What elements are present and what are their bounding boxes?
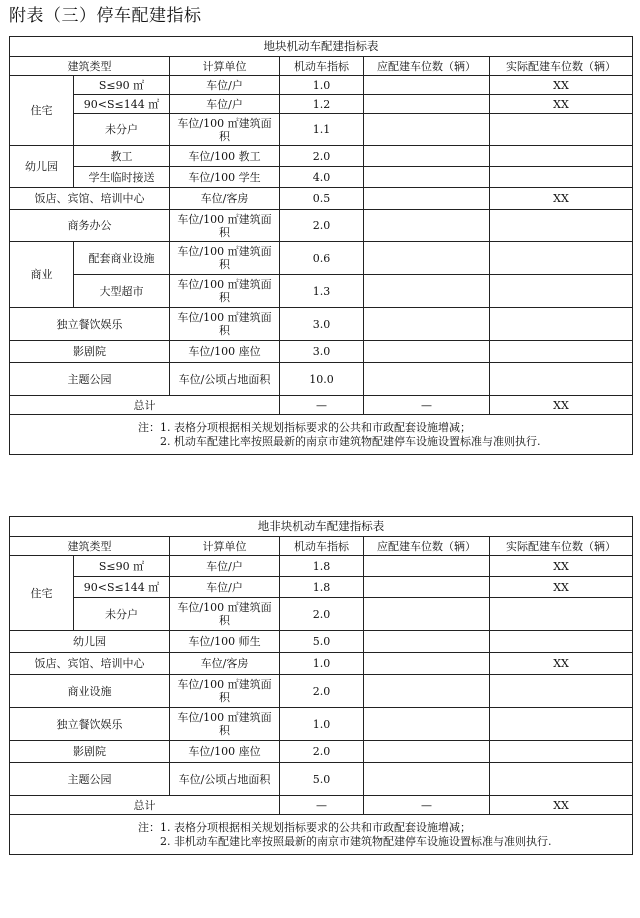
required-cell: [364, 146, 490, 167]
unit-cell: 车位/客房: [170, 653, 280, 675]
table-row: [10, 631, 633, 653]
unit-cell: 车位/户: [170, 95, 280, 114]
unit-cell: 车位/100 教工: [170, 146, 280, 167]
required-cell: [364, 556, 490, 577]
index-cell: 1.8: [280, 556, 364, 577]
subtype-cell: 90<S≤144 ㎡: [74, 577, 170, 598]
category-theme-park: 主题公园: [10, 363, 170, 396]
category-residential: 住宅: [10, 76, 74, 146]
actual-cell: [490, 741, 633, 763]
unit-cell: 车位/公顷占地面积: [170, 363, 280, 396]
required-cell: [364, 114, 490, 146]
motor-vehicle-parking-table-non-plot: [9, 516, 633, 855]
table-row: [10, 95, 633, 114]
required-cell: [364, 675, 490, 708]
category-hotel: 饭店、宾馆、培训中心: [10, 653, 170, 675]
column-header-unit: 计算单位: [170, 537, 280, 556]
table-row: [10, 210, 633, 242]
table-row: [10, 708, 633, 741]
unit-cell: 车位/100 ㎡建筑面积: [170, 242, 280, 275]
index-cell: 1.8: [280, 577, 364, 598]
index-cell: 0.6: [280, 242, 364, 275]
actual-cell: XX: [490, 653, 633, 675]
category-hotel: 饭店、宾馆、培训中心: [10, 188, 170, 210]
actual-cell: [490, 598, 633, 631]
subtype-cell: 学生临时接送: [74, 167, 170, 188]
actual-cell: [490, 631, 633, 653]
subtype-cell: 配套商业设施: [74, 242, 170, 275]
unit-cell: 车位/户: [170, 76, 280, 95]
total-row: [10, 796, 633, 815]
table-row: [10, 653, 633, 675]
unit-cell: 车位/100 ㎡建筑面积: [170, 598, 280, 631]
category-commercial: 商业设施: [10, 675, 170, 708]
actual-cell: XX: [490, 556, 633, 577]
actual-cell: [490, 114, 633, 146]
subtype-cell: 未分户: [74, 598, 170, 631]
required-cell: [364, 363, 490, 396]
required-cell: [364, 577, 490, 598]
index-cell: 1.0: [280, 76, 364, 95]
column-header-required: 应配建车位数（辆）: [364, 537, 490, 556]
note-line: 注：1. 表格分项根据相关规划指标要求的公共和市政配套设施增减；: [138, 420, 471, 434]
table-row: [10, 556, 633, 577]
total-index: —: [280, 796, 364, 815]
actual-cell: [490, 763, 633, 796]
required-cell: [364, 95, 490, 114]
index-cell: 4.0: [280, 167, 364, 188]
required-cell: [364, 631, 490, 653]
index-cell: 1.1: [280, 114, 364, 146]
table-row: [10, 167, 633, 188]
required-cell: [364, 341, 490, 363]
actual-cell: [490, 708, 633, 741]
category-office: 商务办公: [10, 210, 170, 242]
notes-row: [10, 415, 633, 455]
subtype-cell: S≤90 ㎡: [74, 556, 170, 577]
required-cell: [364, 76, 490, 95]
note-line: 注：1. 表格分项根据相关规划指标要求的公共和市政配套设施增减；: [138, 820, 471, 834]
unit-cell: 车位/100 学生: [170, 167, 280, 188]
category-residential: 住宅: [10, 556, 74, 631]
required-cell: [364, 308, 490, 341]
table-row: [10, 741, 633, 763]
total-actual: XX: [490, 396, 633, 415]
header-row: [10, 57, 633, 76]
unit-cell: 车位/100 师生: [170, 631, 280, 653]
actual-cell: [490, 341, 633, 363]
notes-cell: [10, 815, 633, 855]
column-header-required: 应配建车位数（辆）: [364, 57, 490, 76]
subtype-cell: 大型超市: [74, 275, 170, 308]
index-cell: 2.0: [280, 146, 364, 167]
table-row: [10, 577, 633, 598]
subtype-cell: 未分户: [74, 114, 170, 146]
index-cell: 1.3: [280, 275, 364, 308]
actual-cell: [490, 675, 633, 708]
subtype-cell: S≤90 ㎡: [74, 76, 170, 95]
required-cell: [364, 653, 490, 675]
required-cell: [364, 167, 490, 188]
required-cell: [364, 275, 490, 308]
index-cell: 2.0: [280, 210, 364, 242]
actual-cell: XX: [490, 95, 633, 114]
total-required: —: [364, 396, 490, 415]
total-label: 总计: [10, 396, 280, 415]
table-row: [10, 598, 633, 631]
index-cell: 10.0: [280, 363, 364, 396]
unit-cell: 车位/100 ㎡建筑面积: [170, 675, 280, 708]
table-title: 地块机动车配建指标表: [10, 37, 633, 57]
required-cell: [364, 598, 490, 631]
column-header-actual: 实际配建车位数（辆）: [490, 57, 633, 76]
actual-cell: XX: [490, 76, 633, 95]
unit-cell: 车位/户: [170, 577, 280, 598]
column-header-building-type: 建筑类型: [10, 537, 170, 556]
index-cell: 5.0: [280, 763, 364, 796]
notes-cell: [10, 415, 633, 455]
note-line: 2. 非机动车配建比率按照最新的南京市建筑物配建停车设施设置标准与准则执行.: [160, 834, 552, 848]
unit-cell: 车位/100 ㎡建筑面积: [170, 114, 280, 146]
page-title: 附表（三）停车配建指标: [9, 6, 202, 26]
total-row: [10, 396, 633, 415]
total-required: —: [364, 796, 490, 815]
unit-cell: 车位/100 座位: [170, 341, 280, 363]
index-cell: 0.5: [280, 188, 364, 210]
column-header-unit: 计算单位: [170, 57, 280, 76]
notes-row: [10, 815, 633, 855]
table-row: [10, 275, 633, 308]
table-row: [10, 114, 633, 146]
actual-cell: [490, 242, 633, 275]
category-theme-park: 主题公园: [10, 763, 170, 796]
index-cell: 1.2: [280, 95, 364, 114]
subtype-cell: 教工: [74, 146, 170, 167]
note-line: 2. 机动车配建比率按照最新的南京市建筑物配建停车设施设置标准与准则执行.: [160, 434, 541, 448]
index-cell: 2.0: [280, 675, 364, 708]
index-cell: 1.0: [280, 708, 364, 741]
unit-cell: 车位/100 ㎡建筑面积: [170, 210, 280, 242]
total-actual: XX: [490, 796, 633, 815]
required-cell: [364, 242, 490, 275]
actual-cell: [490, 146, 633, 167]
column-header-building-type: 建筑类型: [10, 57, 170, 76]
actual-cell: XX: [490, 577, 633, 598]
index-cell: 2.0: [280, 741, 364, 763]
actual-cell: [490, 308, 633, 341]
required-cell: [364, 763, 490, 796]
index-cell: 2.0: [280, 598, 364, 631]
column-header-index: 机动车指标: [280, 537, 364, 556]
required-cell: [364, 188, 490, 210]
table-title: 地非块机动车配建指标表: [10, 517, 633, 537]
actual-cell: [490, 167, 633, 188]
category-theater: 影剧院: [10, 741, 170, 763]
unit-cell: 车位/公顷占地面积: [170, 763, 280, 796]
actual-cell: [490, 275, 633, 308]
required-cell: [364, 210, 490, 242]
unit-cell: 车位/100 ㎡建筑面积: [170, 275, 280, 308]
actual-cell: [490, 363, 633, 396]
required-cell: [364, 708, 490, 741]
category-dining: 独立餐饮娱乐: [10, 708, 170, 741]
table-row: [10, 763, 633, 796]
subtype-cell: 90<S≤144 ㎡: [74, 95, 170, 114]
required-cell: [364, 741, 490, 763]
unit-cell: 车位/客房: [170, 188, 280, 210]
index-cell: 5.0: [280, 631, 364, 653]
category-kindergarten: 幼儿园: [10, 631, 170, 653]
unit-cell: 车位/100 ㎡建筑面积: [170, 308, 280, 341]
unit-cell: 车位/100 ㎡建筑面积: [170, 708, 280, 741]
index-cell: 1.0: [280, 653, 364, 675]
table-row: [10, 76, 633, 95]
index-cell: 3.0: [280, 308, 364, 341]
category-theater: 影剧院: [10, 341, 170, 363]
category-dining: 独立餐饮娱乐: [10, 308, 170, 341]
table-row: [10, 675, 633, 708]
category-commercial: 商业: [10, 242, 74, 308]
motor-vehicle-parking-table-plot: [9, 36, 633, 455]
actual-cell: [490, 210, 633, 242]
column-header-index: 机动车指标: [280, 57, 364, 76]
total-index: —: [280, 396, 364, 415]
table-row: [10, 188, 633, 210]
index-cell: 3.0: [280, 341, 364, 363]
total-label: 总计: [10, 796, 280, 815]
table-row: [10, 146, 633, 167]
unit-cell: 车位/100 座位: [170, 741, 280, 763]
unit-cell: 车位/户: [170, 556, 280, 577]
table-row: [10, 341, 633, 363]
category-kindergarten: 幼儿园: [10, 146, 74, 188]
table-row: [10, 308, 633, 341]
table-row: [10, 242, 633, 275]
actual-cell: XX: [490, 188, 633, 210]
table-row: [10, 363, 633, 396]
column-header-actual: 实际配建车位数（辆）: [490, 537, 633, 556]
header-row: [10, 537, 633, 556]
